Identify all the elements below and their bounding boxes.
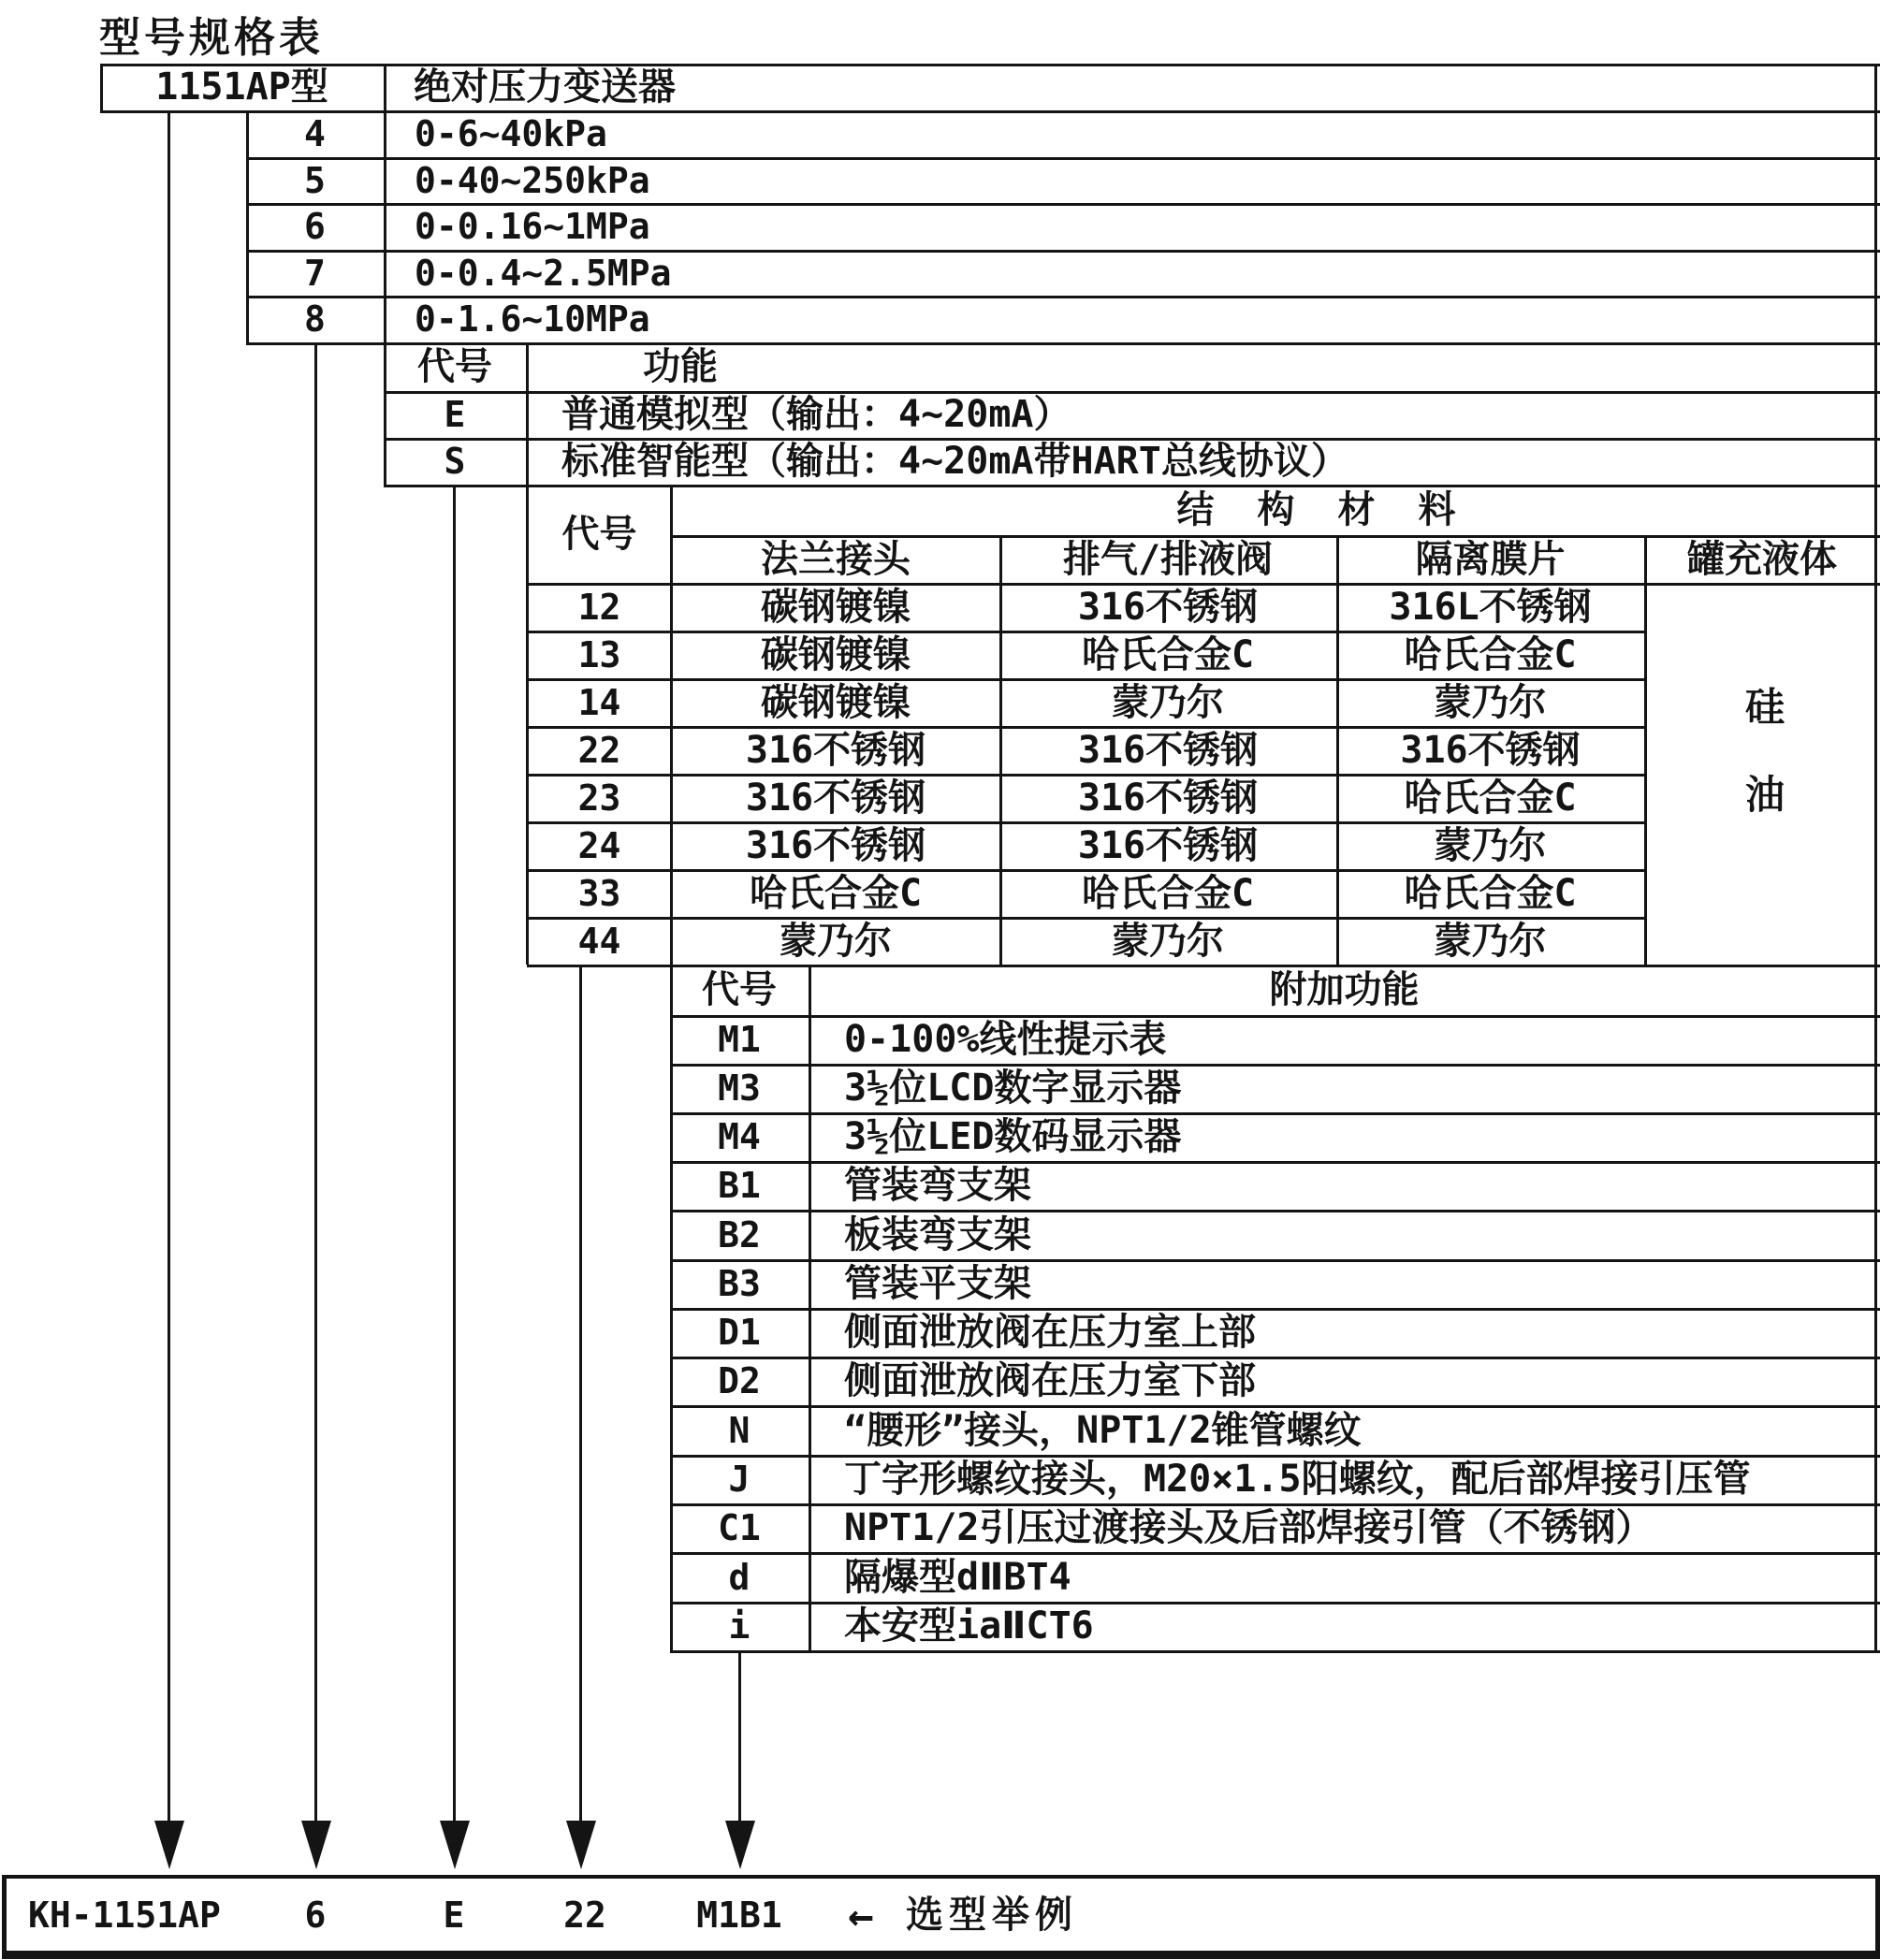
extra-label: 3½位LCD数字显示器 (844, 1067, 1182, 1110)
extra-code: B2 (718, 1213, 761, 1256)
material-valve: 316不锈钢 (1077, 728, 1259, 772)
material-code: 13 (577, 633, 621, 675)
fill-fluid-value: 硅油 (1740, 686, 1785, 862)
extra-label: “腰形”接头，NPT1/2锥管螺纹 (844, 1408, 1362, 1452)
model-code: 1151AP型 (155, 65, 328, 109)
material-flange: 碳钢镀镍 (761, 632, 911, 676)
extra-label: 管装弯支架 (844, 1164, 1031, 1207)
output-name-header: 功能 (643, 345, 718, 388)
extra-label: 隔爆型dⅡBT4 (844, 1555, 1071, 1599)
material-valve: 哈氏合金C (1081, 632, 1255, 676)
example-material-code: 22 (563, 1894, 606, 1936)
connector-line-range (314, 342, 317, 1824)
extra-code: i (728, 1605, 751, 1647)
materials-code-header: 代号 (561, 512, 637, 556)
material-diaphragm: 316不锈钢 (1400, 728, 1581, 772)
output-code-header: 代号 (417, 345, 492, 388)
extras-name-header: 附加功能 (1269, 968, 1420, 1011)
left-arrow-icon: ← (848, 1889, 874, 1940)
extra-label: 管装平支架 (844, 1262, 1031, 1305)
extra-label: 板装弯支架 (844, 1212, 1031, 1256)
output-label: 普通模拟型（输出：4~20mA） (561, 393, 1071, 436)
range-label: 0-40~250kPa (415, 159, 650, 201)
example-box-border (2, 1875, 7, 1959)
extra-code: N (728, 1409, 751, 1451)
extra-code: D2 (718, 1360, 761, 1401)
arrow-down-icon (301, 1821, 331, 1869)
material-valve: 316不锈钢 (1077, 776, 1259, 820)
example-label: 选型举例 (906, 1893, 1078, 1937)
material-code: 14 (577, 681, 621, 723)
material-valve: 316不锈钢 (1077, 585, 1259, 629)
arrow-down-icon (440, 1821, 470, 1869)
range-code: 4 (304, 113, 326, 154)
extra-label: 丁字形螺纹接头，M20×1.5阳螺纹，配后部焊接引压管 (844, 1458, 1751, 1501)
example-output-code: E (443, 1894, 465, 1936)
extra-code: M4 (718, 1116, 761, 1157)
extra-code: D1 (718, 1312, 761, 1353)
connector-line-output (453, 485, 456, 1824)
range-label: 0-6~40kPa (415, 113, 607, 154)
extra-code: M3 (718, 1067, 761, 1109)
range-label: 0-0.16~1MPa (415, 206, 650, 247)
material-valve: 316不锈钢 (1077, 823, 1259, 867)
range-label: 0-0.4~2.5MPa (415, 252, 672, 294)
output-label: 标准智能型（输出：4~20mA带HART总线协议） (561, 440, 1348, 483)
extra-code: M1 (718, 1019, 761, 1060)
arrow-down-icon (154, 1821, 184, 1869)
output-code: S (444, 441, 466, 482)
materials-group-header: 结构材料 (1176, 488, 1499, 531)
range-code: 6 (304, 206, 326, 247)
range-code: 7 (304, 252, 326, 294)
range-code: 8 (304, 298, 326, 340)
extra-code: C1 (718, 1507, 761, 1548)
extra-code: d (728, 1556, 751, 1598)
material-code: 23 (577, 777, 621, 819)
extra-label: 0-100%线性提示表 (844, 1018, 1167, 1061)
material-flange: 316不锈钢 (745, 728, 926, 772)
extra-label: 本安型iaⅡCT6 (844, 1604, 1094, 1648)
range-code: 5 (304, 159, 326, 201)
material-code: 44 (577, 920, 621, 962)
material-code: 22 (577, 729, 621, 771)
material-diaphragm: 哈氏合金C (1404, 871, 1577, 915)
connector-line-extras (738, 1650, 741, 1824)
materials-col-diaphragm: 隔离膜片 (1415, 537, 1566, 581)
table-border (670, 1650, 1880, 1653)
example-box-border (2, 1951, 1880, 1959)
material-valve: 蒙乃尔 (1112, 919, 1224, 963)
material-flange: 碳钢镀镍 (761, 680, 911, 724)
example-extras-code: M1B1 (696, 1894, 782, 1936)
material-flange: 碳钢镀镍 (761, 585, 911, 629)
extra-code: B3 (718, 1263, 761, 1304)
materials-col-fill: 罐充液体 (1687, 537, 1837, 581)
table-border (809, 965, 811, 1650)
material-flange: 哈氏合金C (749, 871, 923, 915)
extra-label: NPT1/2引压过渡接头及后部焊接引管（不锈钢） (844, 1506, 1654, 1549)
connector-line-material (579, 965, 582, 1824)
arrow-down-icon (725, 1821, 755, 1869)
material-diaphragm: 蒙乃尔 (1434, 919, 1547, 963)
material-valve: 哈氏合金C (1081, 871, 1255, 915)
material-code: 24 (577, 824, 621, 866)
material-flange: 316不锈钢 (745, 776, 926, 820)
extra-label: 3½位LED数码显示器 (844, 1115, 1182, 1158)
materials-col-valve: 排气/排液阀 (1062, 537, 1274, 581)
example-range-code: 6 (304, 1894, 327, 1936)
materials-col-flange: 法兰接头 (761, 537, 911, 581)
model-name: 绝对压力变送器 (414, 65, 676, 109)
extra-label: 侧面泄放阀在压力室下部 (844, 1359, 1256, 1402)
page-title: 型号规格表 (99, 14, 324, 62)
material-code: 12 (577, 586, 621, 628)
material-diaphragm: 316L不锈钢 (1389, 585, 1592, 629)
material-flange: 316不锈钢 (745, 823, 926, 867)
connector-line-model (168, 110, 170, 1824)
example-box-border (1875, 1875, 1880, 1959)
extra-code: J (728, 1459, 751, 1500)
material-diaphragm: 蒙乃尔 (1434, 680, 1547, 724)
extra-code: B1 (718, 1165, 761, 1206)
extras-code-header: 代号 (702, 968, 777, 1011)
extra-label: 侧面泄放阀在压力室上部 (844, 1311, 1256, 1354)
material-flange: 蒙乃尔 (780, 919, 892, 963)
output-code: E (444, 394, 466, 435)
material-valve: 蒙乃尔 (1112, 680, 1224, 724)
example-model: KH-1151AP (28, 1894, 221, 1936)
material-diaphragm: 哈氏合金C (1404, 776, 1577, 820)
arrow-down-icon (566, 1821, 596, 1869)
material-code: 33 (577, 872, 621, 914)
material-diaphragm: 哈氏合金C (1404, 632, 1577, 676)
range-label: 0-1.6~10MPa (415, 298, 650, 340)
material-diaphragm: 蒙乃尔 (1434, 823, 1547, 867)
